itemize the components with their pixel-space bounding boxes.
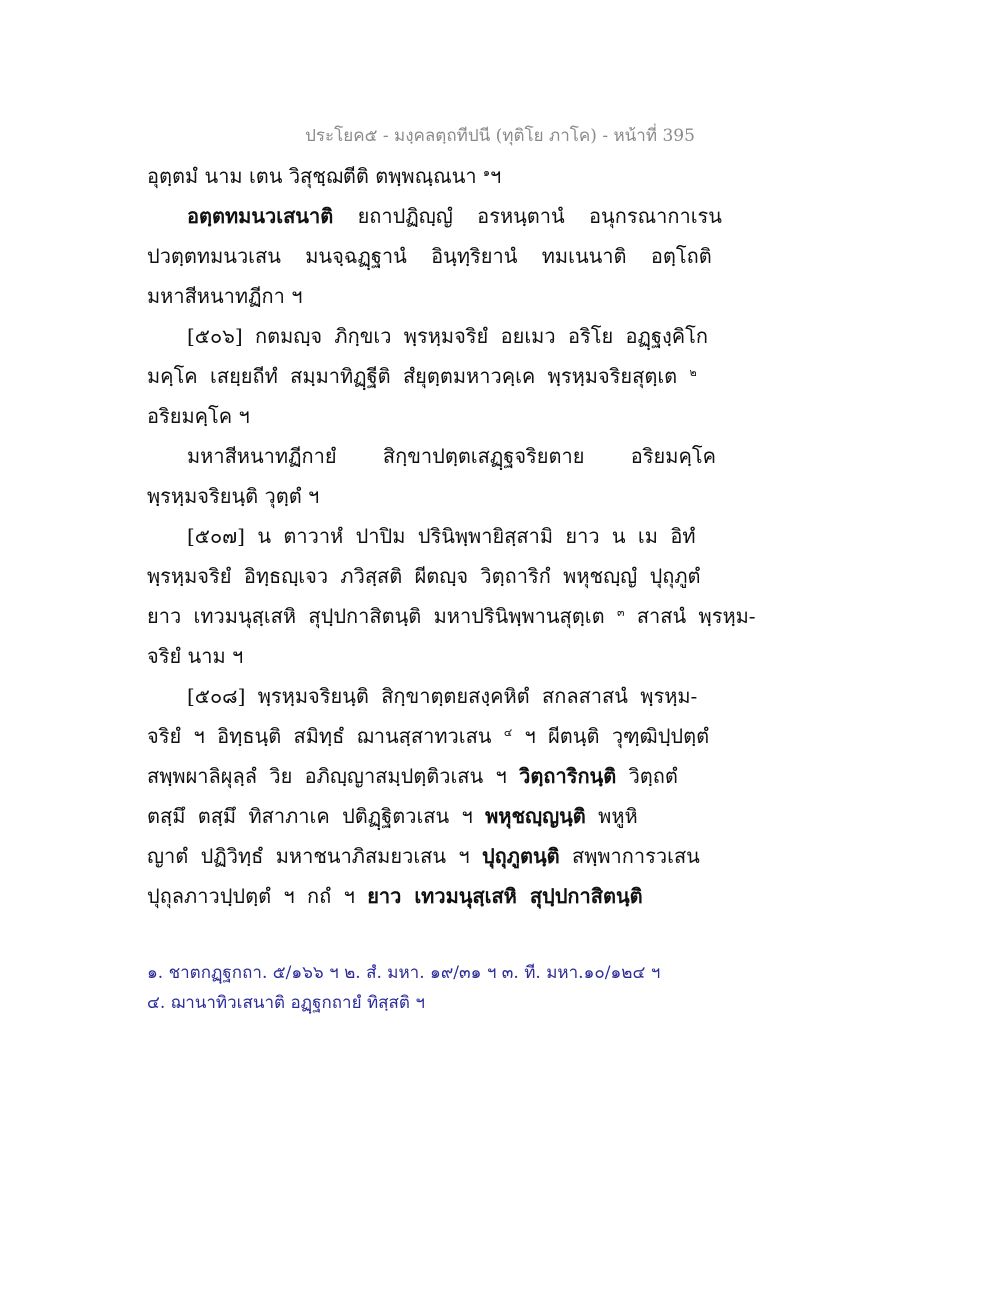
text-line: พฺรหฺมจริยนฺติ วุตฺตํ ฯ xyxy=(147,484,320,508)
text-line xyxy=(147,796,867,836)
line-text: สพฺพผาลิผุลฺลํ วิย อภิญฺญาสมฺปตฺติวเสน ฯ xyxy=(147,764,507,788)
line-text: จริยํ ฯ อิทฺธนฺติ สมิทฺธํ ฌานสฺสาทวเสน xyxy=(147,724,492,748)
paragraph-first-line: [๕๐๖] กตมญฺจ ภิกฺขเว พฺรหฺมจริยํ อยเมว อริโย อฏฺฐงฺคิโก xyxy=(187,324,708,348)
line-text: ฯ ผีตนฺติ วุฑฺฒิปฺปตฺตํ xyxy=(524,724,710,748)
line-text: พหูหิ xyxy=(598,804,638,828)
paragraph-first-line xyxy=(147,196,867,236)
bold-term: ยาว เทวมนุสฺเสหิ สุปฺปกาสิตนฺติ xyxy=(367,884,643,908)
text-line xyxy=(147,356,867,396)
line-text: ตสฺมึ ตสฺมึ ทิสาภาเค ปติฏฺฐิตวเสน ฯ xyxy=(147,804,473,828)
footnote-line: ๔. ฌานาทิวเสนาติ อฏฺฐกถายํ ทิสฺสติ ฯ xyxy=(147,993,425,1013)
body-text xyxy=(147,156,867,916)
text-line xyxy=(147,716,867,756)
footnote-marker: ๔ xyxy=(503,726,513,739)
text-line xyxy=(147,836,867,876)
running-header: ประโยค๕ - มงฺคลตฺถทีปนี (ทุติโย ภาโค) - หน้าที่ 395 xyxy=(305,126,695,146)
paragraph-first-line: [๕๐๘] พฺรหฺมจริยนฺติ สิกฺขาตฺตยสงฺคหิตํ สกลสาสนํ พฺรหฺม- xyxy=(187,684,698,708)
text-line xyxy=(147,756,867,796)
footnote-marker: ๓ xyxy=(616,606,625,619)
line-text: ญาตํ ปฏิวิทฺธํ มหาชนาภิสมยวเสน ฯ xyxy=(147,844,470,868)
text-line: พฺรหฺมจริยํ อิทฺธญฺเจว ภวิสฺสติ ผีตญฺจ วิตฺถาริกํ พหุชญฺญํ ปุถุภูตํ xyxy=(147,564,701,588)
line-text: สพฺพาการวเสน xyxy=(571,844,700,868)
line-text: อุตฺตมํ นาม เตน วิสุชฺฌตีติ ตพฺพณฺณนา xyxy=(147,164,477,188)
bold-term: อตฺตทมนวเสนาติ xyxy=(187,204,334,228)
line-text: วิตฺถตํ xyxy=(628,764,678,788)
text-line xyxy=(147,596,867,636)
footnote-marker: ๒ xyxy=(689,366,697,379)
bold-term: วิตฺถาริกนฺติ xyxy=(519,764,617,788)
line-text: มคฺโค เสยฺยถีทํ สมฺมาทิฏฺฐีติ สํยุตฺตมหาวคฺเค พฺรหฺมจริยสุตฺเต xyxy=(147,364,678,388)
text-line: อริยมคฺโค ฯ xyxy=(147,404,250,428)
line-text: ยถาปฏิญฺญํ อรหนฺตานํ อนุกรณากาเรน xyxy=(357,204,722,228)
line-text: สาสนํ พฺรหฺม- xyxy=(636,604,756,628)
footnote-marker: ๑ xyxy=(483,166,490,179)
bold-term: ปุถุภูตนฺติ xyxy=(481,844,560,868)
line-text: ยาว เทวมนุสฺเสหิ สุปฺปกาสิตนฺติ มหาปรินิพฺพานสุตฺเต xyxy=(147,604,605,628)
footnotes xyxy=(147,958,867,1018)
text-line: ปวตฺตทมนวเสน มนจฺฉฏฺฐานํ อินฺทฺริยานํ ทมเนนาติ อตฺโถติ xyxy=(147,244,712,268)
text-line xyxy=(147,156,867,196)
footnote-line: ๑. ชาตกฏฺฐกถา. ๕/๑๖๖ ฯ ๒. สํ. มหา. ๑๙/๓๑ ฯ ๓. ที. มหา.๑๐/๑๒๔ ฯ xyxy=(147,963,661,983)
paragraph-first-line: [๕๐๗] น ตาวาหํ ปาปิม ปรินิพฺพายิสฺสามิ ยาว น เม อิทํ xyxy=(187,524,696,548)
text-line: จริยํ นาม ฯ xyxy=(147,644,244,668)
text-line: มหาสีหนาทฏีกา ฯ xyxy=(147,284,303,308)
line-text: ปุถุลภาวปฺปตฺตํ ฯ กถํ ฯ xyxy=(147,884,355,908)
bold-term: พหุชญฺญนฺติ xyxy=(485,804,586,828)
line-text: ฯ xyxy=(489,164,502,188)
text-line xyxy=(147,876,867,916)
paragraph-first-line: มหาสีหนาทฏีกายํ สิกฺขาปตฺตเสฏฺฐจริยตาย อริยมคฺโค xyxy=(187,444,716,468)
